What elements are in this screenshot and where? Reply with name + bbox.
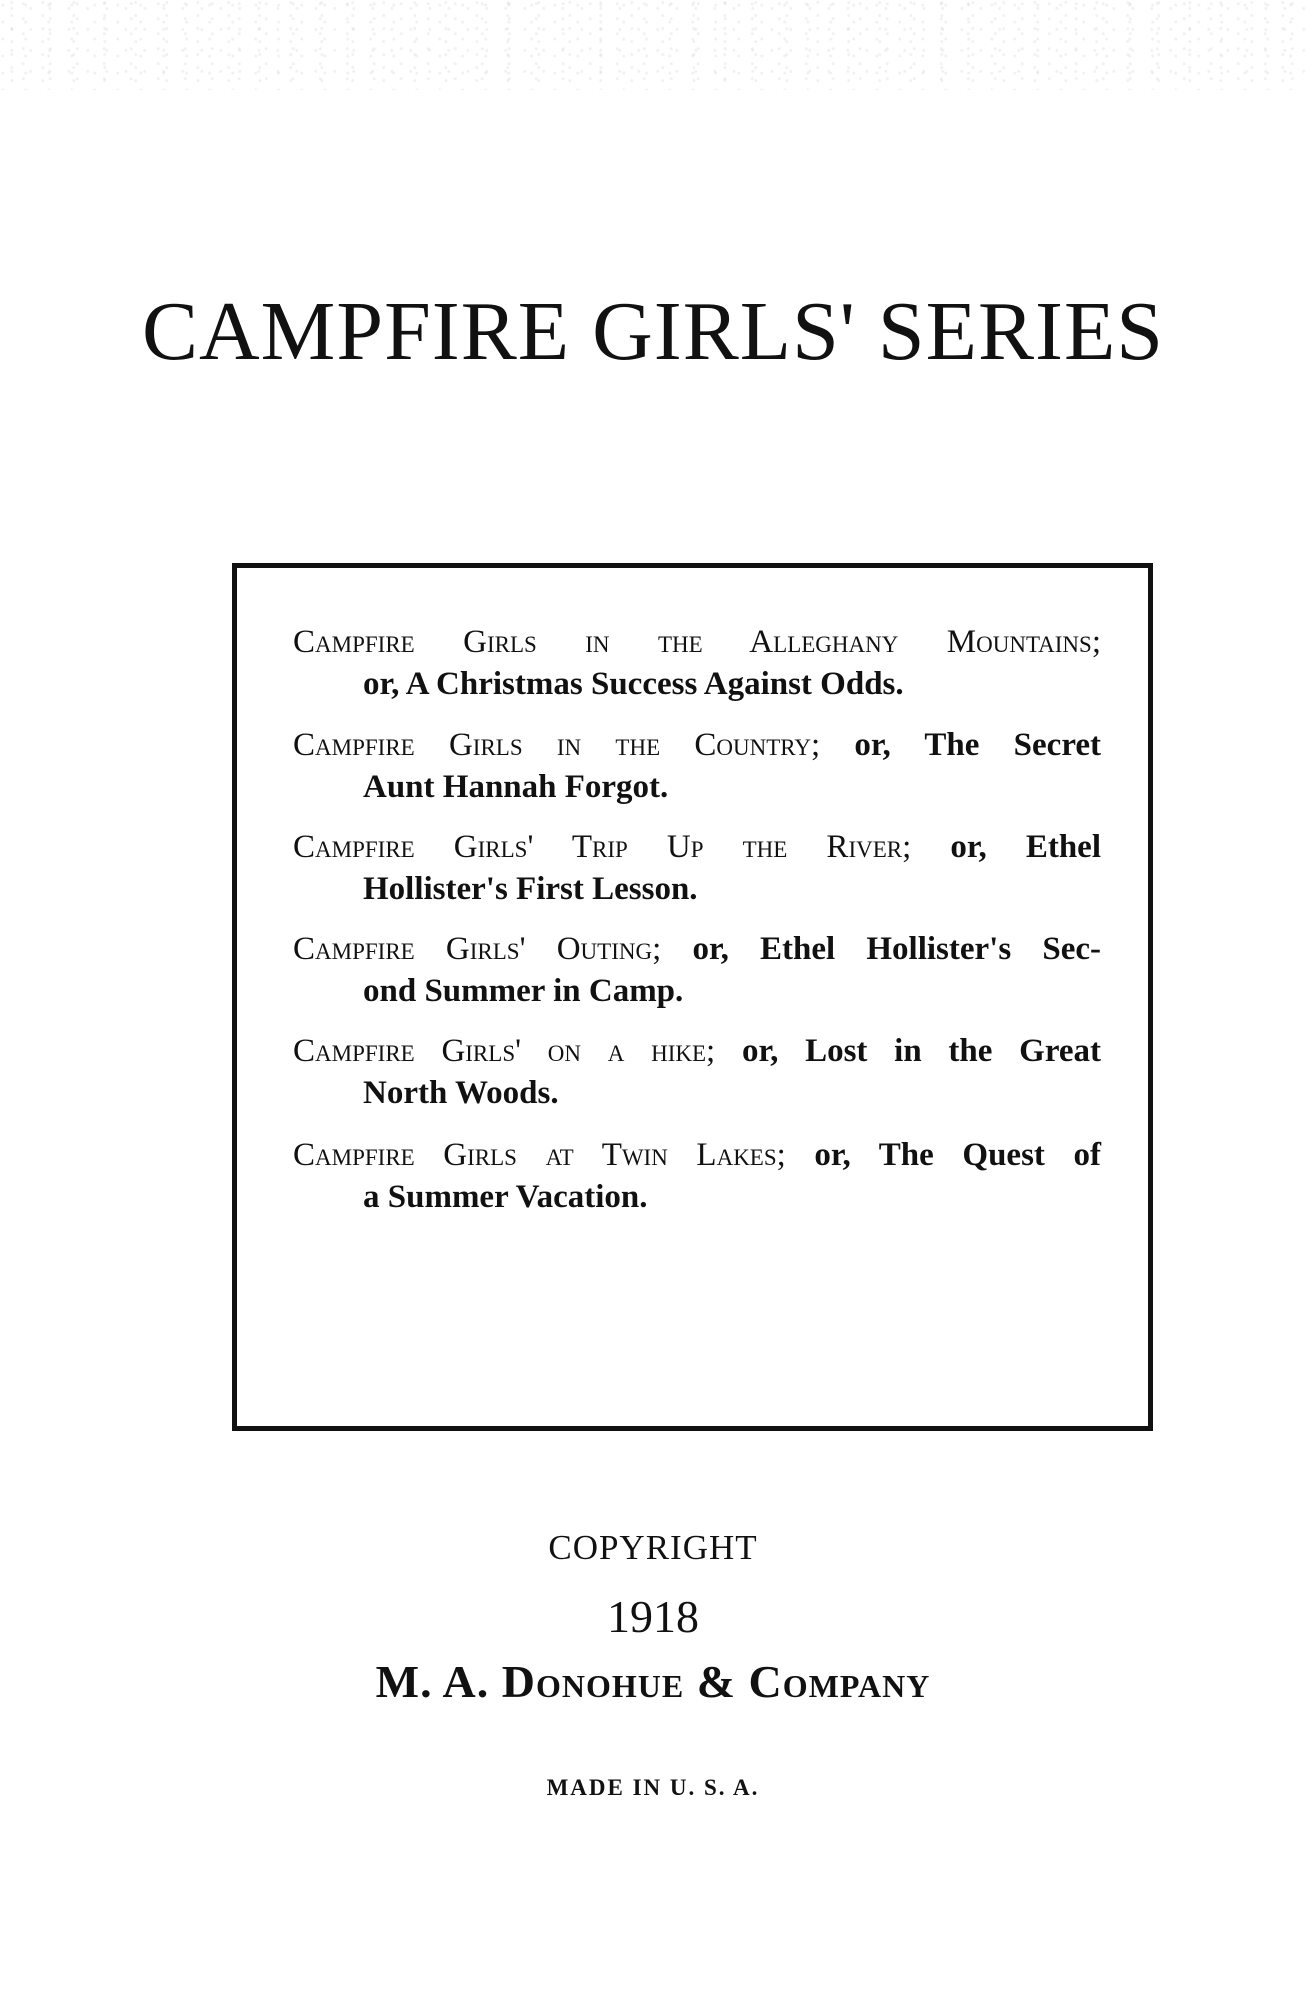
book-subtitle: ond Summer in Camp. — [363, 973, 684, 1009]
book-title: Campfire Girls' Outing; — [293, 931, 662, 967]
book-title-line — [293, 621, 1101, 663]
series-title: CAMPFIRE GIRLS' SERIES — [141, 285, 1164, 378]
book-subtitle: a Summer Vacation. — [363, 1179, 648, 1215]
book-entry — [293, 826, 1101, 910]
book-title-line — [293, 928, 1101, 970]
book-title-line — [293, 1134, 1101, 1176]
book-title: Campfire Girls in the Country; — [293, 727, 821, 763]
book-entry — [293, 1030, 1101, 1114]
book-entry — [293, 724, 1101, 808]
publisher-name: M. A. Donohue & Company — [375, 1656, 931, 1707]
book-title: Campfire Girls in the Alleghany Mountains; — [293, 624, 1101, 660]
book-title: Campfire Girls' on a hike; — [293, 1033, 716, 1069]
book-subtitle-start: or, The Quest of — [814, 1137, 1101, 1173]
book-entry — [293, 928, 1101, 1012]
scan-speckle — [0, 0, 1306, 90]
book-subtitle-start: or, Ethel Hollister's Sec- — [692, 931, 1102, 967]
book-subtitle-start: or, Ethel — [950, 829, 1101, 865]
book-list-box — [232, 563, 1153, 1431]
book-subtitle-start: or, The Secret — [854, 727, 1102, 763]
book-title-line — [293, 826, 1101, 868]
book-title-line — [293, 724, 1101, 766]
copyright-label: COPYRIGHT — [548, 1528, 758, 1567]
book-subtitle: or, A Christmas Success Against Odds. — [363, 666, 904, 702]
book-entry — [293, 1134, 1101, 1218]
book-subtitle-start: or, Lost in the Great — [741, 1033, 1102, 1069]
book-title: Campfire Girls' Trip Up the River; — [293, 829, 912, 865]
copyright-year: 1918 — [607, 1591, 699, 1642]
book-subtitle: Hollister's First Lesson. — [363, 871, 698, 907]
book-title-line — [293, 1030, 1101, 1072]
book-entry — [293, 621, 1101, 705]
book-subtitle: North Woods. — [363, 1075, 559, 1111]
book-title: Campfire Girls at Twin Lakes; — [293, 1137, 786, 1173]
book-subtitle: Aunt Hannah Forgot. — [363, 769, 669, 805]
made-in-label: MADE IN U. S. A. — [546, 1775, 760, 1800]
